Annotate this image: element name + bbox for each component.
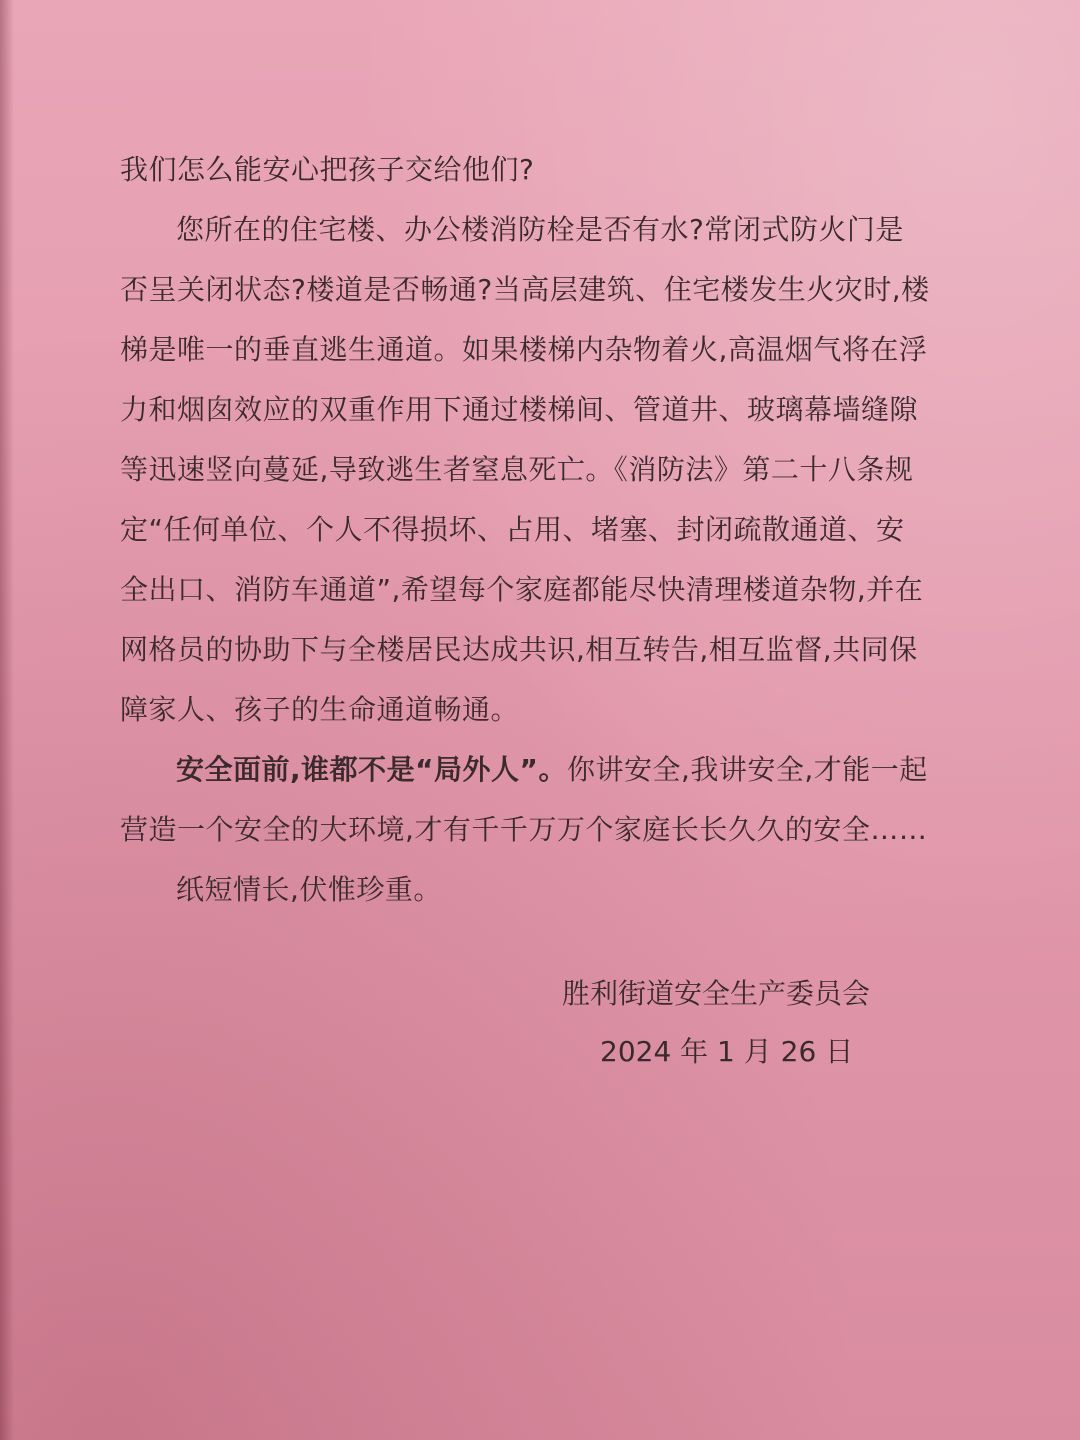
main-paragraph: 您所在的住宅楼、办公楼消防栓是否有水?常闭式防火门是否呈关闭状态?楼道是否畅通?当高层建筑、住宅楼发生火灾时,楼梯是唯一的垂直逃生通道。如果楼梯内杂物着火,高温烟气将在浮力和烟囱效应的双重作用下通过楼梯间、管道井、玻璃幕墙缝隙等迅速竖向蔓延,导致逃生者窒息死亡。《消防法》第二十八条规定“任何单位、个人不得损坏、占用、堵塞、封闭疏散通道、安全出口、消防车通道”,希望每个家庭都能尽快清理楼道杂物,并在网格员的协助下与全楼居民达成共识,相互转告,相互监督,共同保障家人、孩子的生命通道畅通。 <box>120 213 930 726</box>
page-edge-shadow <box>0 0 14 1440</box>
safety-paragraph <box>120 740 930 860</box>
safety-text: 你讲安全,我讲安全,才能一起营造一个安全的大环境,才有千千万万个家庭长长久久的安全…… <box>120 753 928 846</box>
letter-body <box>120 140 930 920</box>
signature-organization: 胜利街道安全生产委员会 <box>562 977 871 1010</box>
intro-line: 我们怎么能安心把孩子交给他们? <box>120 153 535 186</box>
safety-slogan: 安全面前,谁都不是“局外人”。 <box>176 753 567 786</box>
closing-line: 纸短情长,伏惟珍重。 <box>176 873 442 906</box>
signature-date: 2024 年 1 月 26 日 <box>600 1035 854 1068</box>
